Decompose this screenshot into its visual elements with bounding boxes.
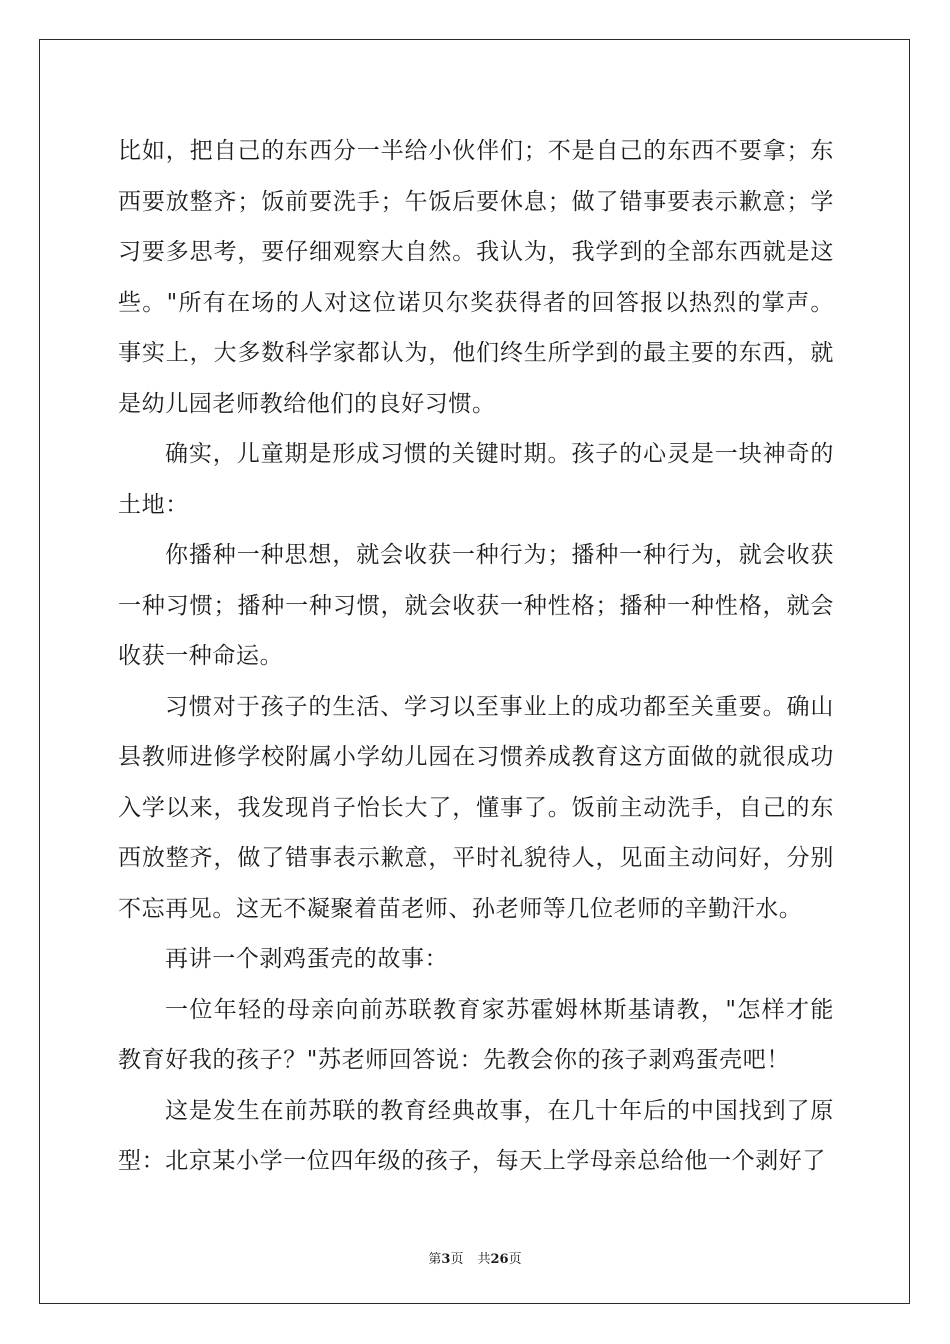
paragraph-7: 这是发生在前苏联的教育经典故事，在几十年后的中国找到了原型：北京某小学一位四年级的孩子，每天上学母亲总给他一个剥好了 [118,1097,834,1174]
footer-page-unit: 页 [450,1252,464,1267]
total-pages-number: 26 [490,1252,509,1267]
paragraph-2: 确实，儿童期是形成习惯的关键时期。孩子的心灵是一块神奇的土地： [118,441,834,518]
paragraph-3: 你播种一种思想，就会收获一种行为；播种一种行为，就会收获一种习惯；播种一种习惯，就会收获一种性格；播种一种性格，就会收获一种命运。 [118,542,834,669]
footer-total-unit: 页 [508,1252,522,1267]
paragraph-4: 习惯对于孩子的生活、学习以至事业上的成功都至关重要。确山县教师进修学校附属小学幼儿园在习惯养成教育这方面做的就很成功入学以来，我发现肖子怡长大了，懂事了。饭前主动洗手，自己的东西放整齐，做了错事表示歉意，平时礼貌待人，见面主动问好，分别不忘再见。这无不凝聚着苗老师、孙老师等几位老师的辛勤汗水。 [118,693,834,922]
page-footer [0,1248,950,1267]
footer-prefix: 第 [428,1252,442,1267]
paragraph-5: 再讲一个剥鸡蛋壳的故事： [165,946,449,972]
current-page-number: 3 [441,1252,451,1267]
paragraph-6: 一位年轻的母亲向前苏联教育家苏霍姆林斯基请教，"怎样才能教育好我的孩子？"苏老师回答说：先教会你的孩子剥鸡蛋壳吧！ [118,996,834,1073]
paragraph-1: 比如，把自己的东西分一半给小伙伴们；不是自己的东西不要拿；东西要放整齐；饭前要洗手；午饭后要休息；做了错事要表示歉意；学习要多思考，要仔细观察大自然。我认为，我学到的全部东西就是这些。"所有在场的人对这位诺贝尔奖获得者的回答报以热烈的掌声。事实上，大多数科学家都认为，他们终生所学到的最主要的东西，就是幼儿园老师教给他们的良好习惯。 [118,138,834,417]
document-body [118,126,834,1187]
footer-total-prefix: 共 [477,1252,491,1267]
